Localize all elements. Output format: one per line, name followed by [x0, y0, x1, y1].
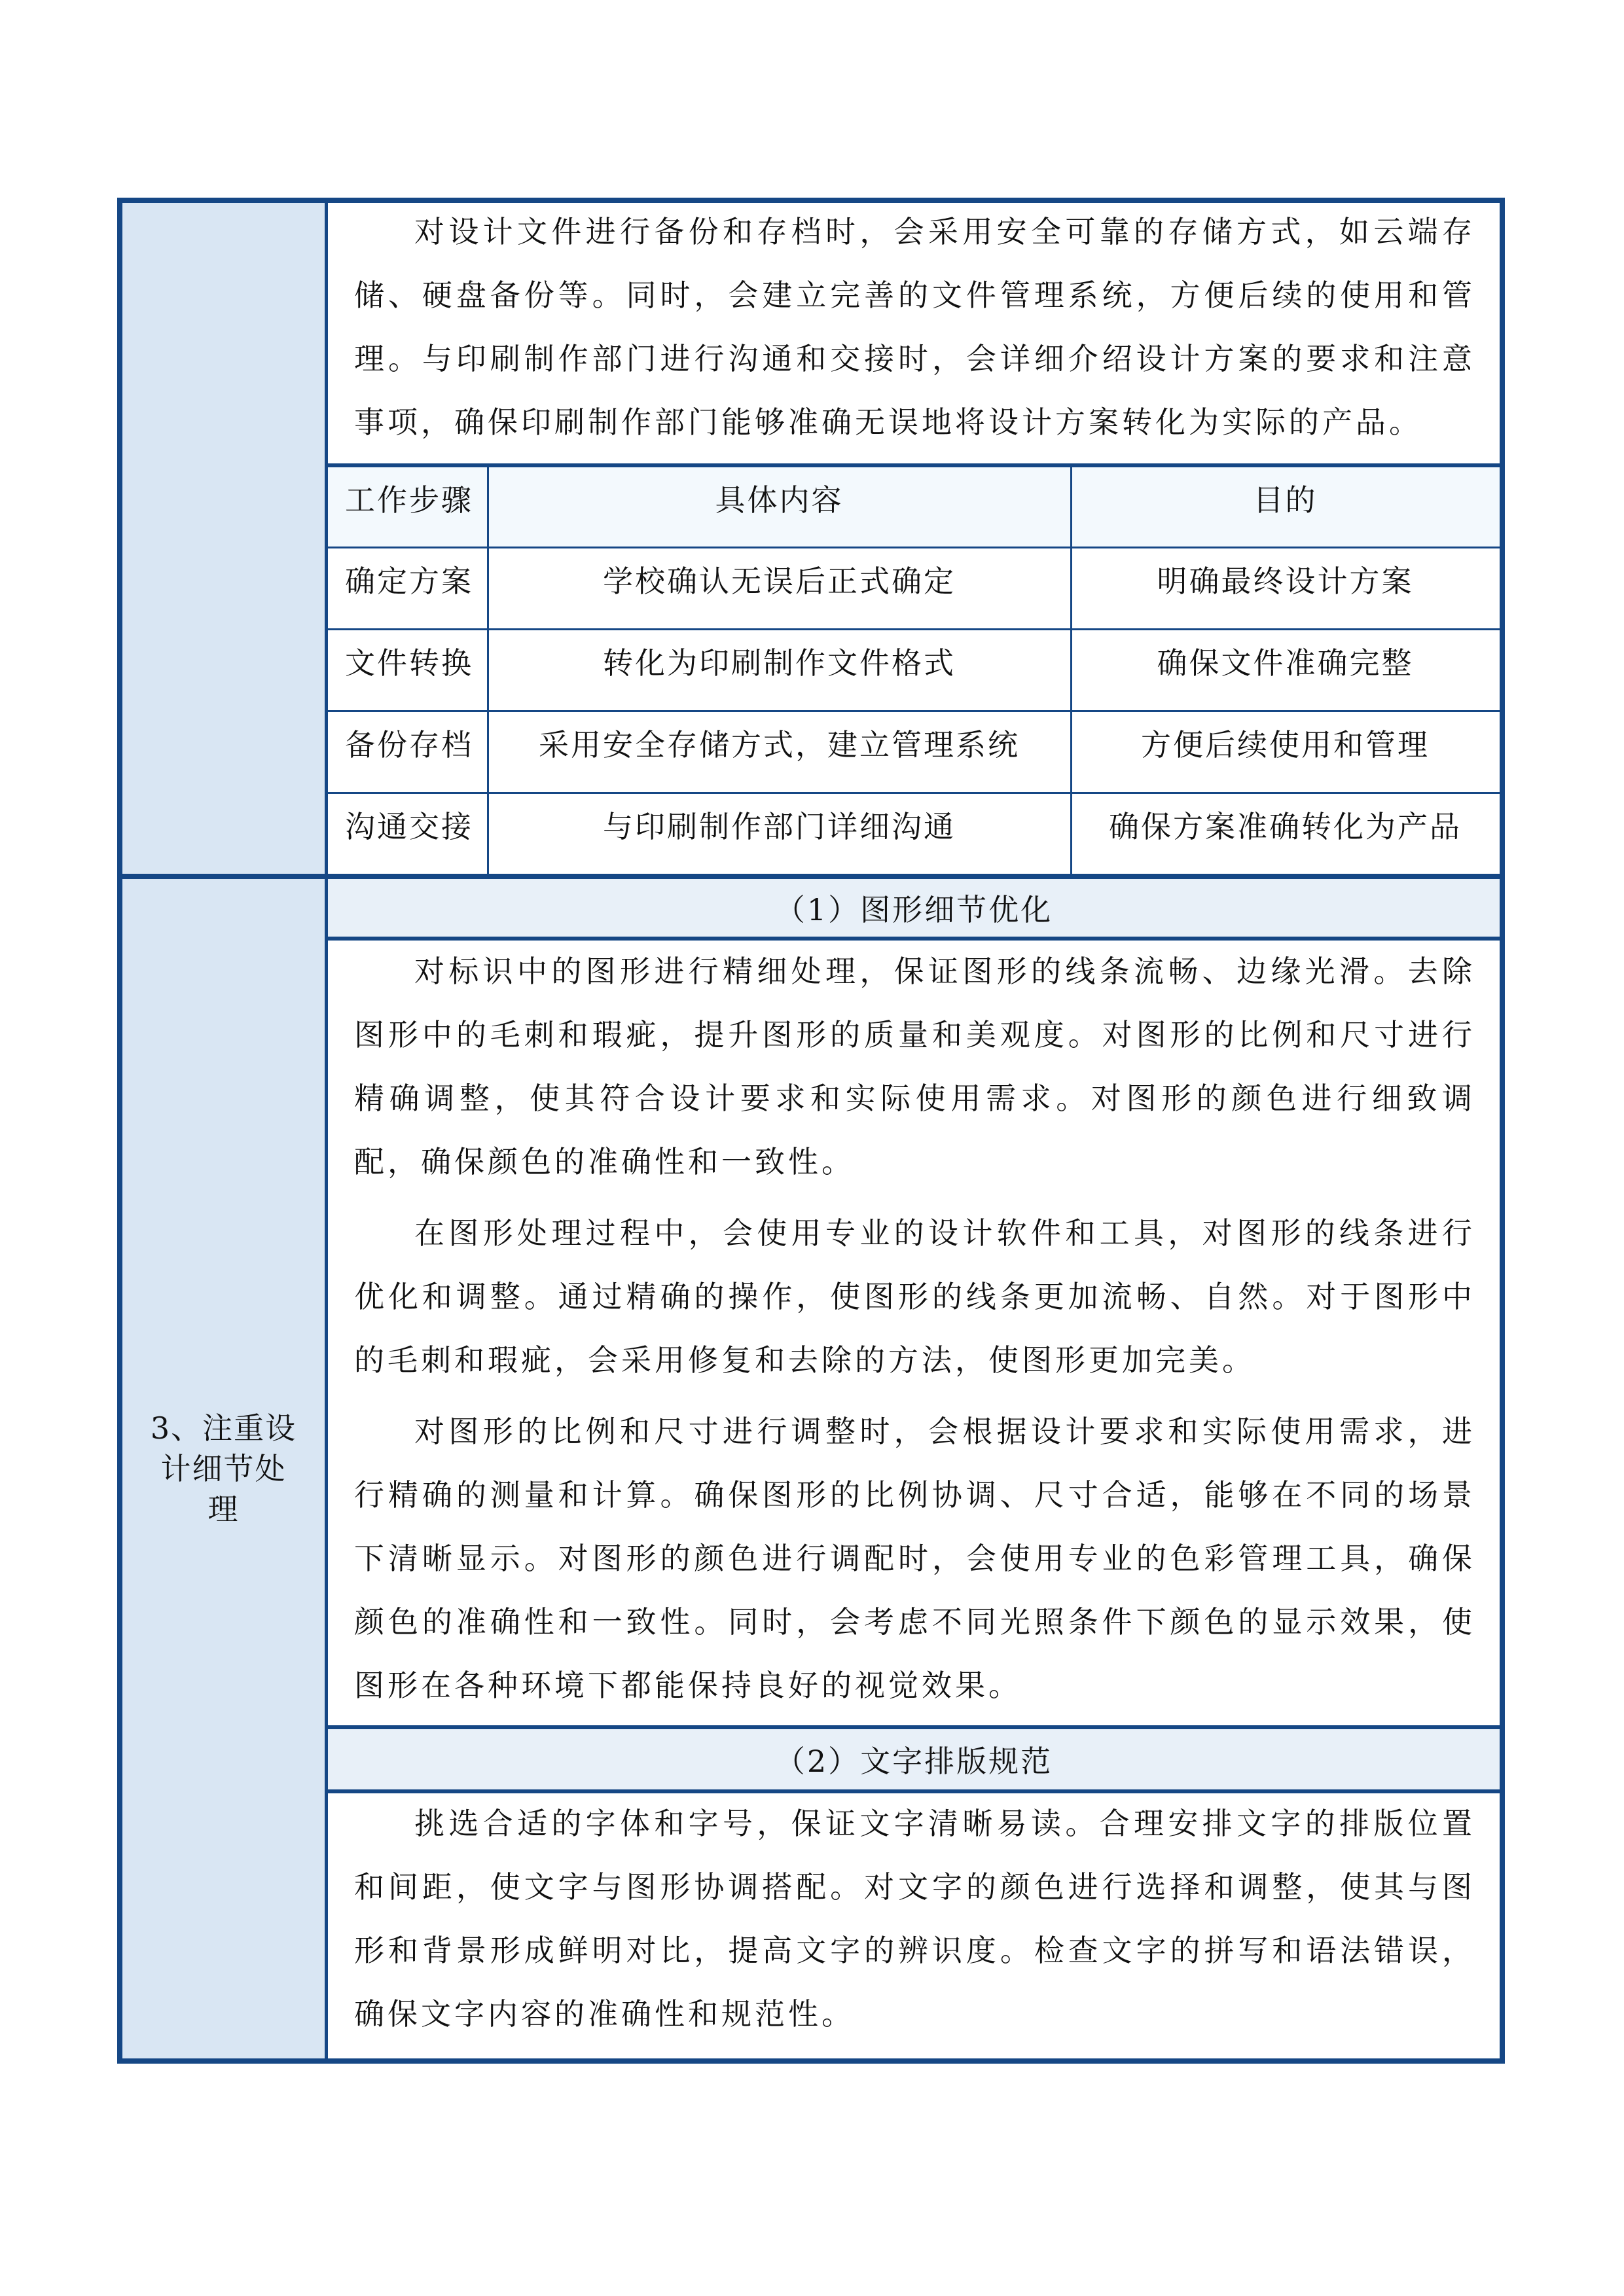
cell-purpose: 明确最终设计方案: [1157, 564, 1414, 599]
table-header-row: [328, 467, 1500, 547]
table-row: [328, 548, 1500, 628]
paragraph: 对图形的比例和尺寸进行调整时，会根据设计要求和实际使用需求，进行精确的测量和计算。确保图形的比例协调、尺寸合适，能够在不同的场景下清晰显示。对图形的颜色进行调配时，会使用专业的色彩管理工具，确保颜色的准确性和一致性。同时，会考虑不同光照条件下颜色的显示效果，使图形在各种环境下都能保持良好的视觉效果。: [354, 1414, 1475, 1703]
subsection1-text: [354, 940, 1475, 1717]
section-divider: [122, 874, 1500, 879]
cell-purpose: 确保方案准确转化为产品: [1109, 809, 1462, 844]
section3-label: 3、注重设计细节处理: [150, 1410, 297, 1527]
cell-step: 沟通交接: [345, 809, 473, 844]
paragraph: 挑选合适的字体和字号，保证文字清晰易读。合理安排文字的排版位置和间距，使文字与图形协调搭配。对文字的颜色进行选择和调整，使其与图形和背景形成鲜明对比，提高文字的辨识度。检查文字的拼写和语法错误，确保文字内容的准确性和规范性。: [354, 1806, 1475, 2032]
subsection-heading: （1）图形细节优化: [328, 879, 1500, 937]
table-row: [328, 794, 1500, 874]
cell-content: 转化为印刷制作文件格式: [603, 645, 956, 681]
cell-content: 学校确认无误后正式确定: [603, 564, 956, 599]
section2-text: [354, 200, 1475, 454]
header-step: 工作步骤: [345, 482, 473, 518]
cell-step: 确定方案: [345, 564, 473, 599]
table-row: [328, 630, 1500, 710]
paragraph: 对设计文件进行备份和存档时，会采用安全可靠的存储方式，如云端存储、硬盘备份等。同时，会建立完善的文件管理系统，方便后续的使用和管理。与印刷制作部门进行沟通和交接时，会详细介绍设计方案的要求和注意事项，确保印刷制作部门能够准确无误地将设计方案转化为实际的产品。: [354, 214, 1475, 440]
header-content: 具体内容: [715, 482, 844, 518]
header-purpose: 目的: [1253, 482, 1318, 518]
section2-label-cell: [122, 203, 328, 874]
cell-content: 采用安全存储方式，建立管理系统: [539, 727, 1020, 762]
section3-label-cell: [122, 879, 328, 2058]
table-row: [328, 712, 1500, 792]
cell-step: 文件转换: [345, 645, 473, 681]
paragraph: 在图形处理过程中，会使用专业的设计软件和工具，对图形的线条进行优化和调整。通过精确的操作，使图形的线条更加流畅、自然。对于图形中的毛刺和瑕疵，会采用修复和去除的方法，使图形更加完美。: [354, 1215, 1475, 1378]
cell-purpose: 确保文件准确完整: [1157, 645, 1414, 681]
cell-content: 与印刷制作部门详细沟通: [603, 809, 956, 844]
subsection-heading: （2）文字排版规范: [328, 1729, 1500, 1789]
cell-purpose: 方便后续使用和管理: [1141, 727, 1430, 762]
subsection2-text: [354, 1792, 1475, 2046]
cell-step: 备份存档: [345, 727, 473, 762]
paragraph: 对标识中的图形进行精细处理，保证图形的线条流畅、边缘光滑。去除图形中的毛刺和瑕疵，提升图形的质量和美观度。对图形的比例和尺寸进行精确调整，使其符合设计要求和实际使用需求。对图形的颜色进行细致调配，确保颜色的准确性和一致性。: [354, 954, 1475, 1179]
